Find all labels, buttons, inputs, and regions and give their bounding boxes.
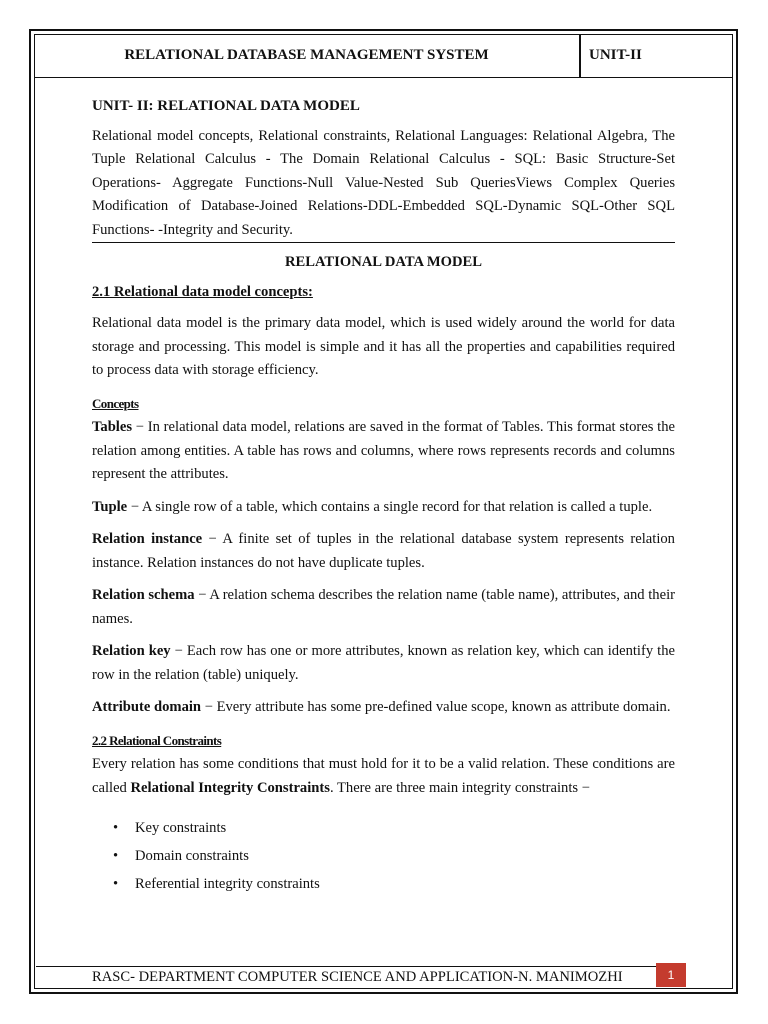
- footer-rule: [36, 966, 656, 967]
- section-title: RELATIONAL DATA MODEL: [284, 254, 483, 270]
- list-item: [92, 842, 675, 870]
- bullet-dot: •: [113, 848, 119, 864]
- concept-term: Relation key: [92, 643, 171, 659]
- concept-term: Relation schema: [92, 587, 195, 603]
- concept-item: [92, 528, 675, 575]
- concept-term: Tuple: [92, 498, 128, 515]
- list-item-text: Referential integrity constraints: [135, 876, 320, 892]
- concept-sep: −: [170, 643, 187, 659]
- constraints-list: [92, 814, 675, 898]
- section-2-2-paragraph: [92, 753, 675, 800]
- list-item-text: Domain constraints: [135, 848, 249, 864]
- concept-text: Each row has one or more attributes, known as relation key, which can identify the row in the relation (table) uniquely.: [92, 643, 675, 683]
- concept-text: A finite set of tuples in the relational database system represents relation instance. Relation instances do not have duplicate tuples.: [92, 531, 675, 571]
- page-header: [34, 34, 733, 78]
- concept-text: In relational data model, relations are saved in the format of Tables. This format stores the relation among entities. A table has rows and columns, where rows represents records and columns represent the attributes.: [92, 419, 675, 482]
- concept-sep: −: [202, 531, 223, 547]
- list-item: [92, 814, 675, 842]
- concept-text: A single row of a table, which contains a single record for that relation is called a tuple.: [141, 498, 653, 515]
- bullet-dot: •: [113, 876, 119, 892]
- header-divider: [579, 34, 581, 77]
- section-2-1-heading: 2.1 Relational data model concepts:: [92, 283, 313, 300]
- concept-item: [92, 696, 675, 720]
- concept-sep: −: [132, 419, 148, 435]
- concept-term: Attribute domain: [92, 699, 202, 715]
- list-item-text: Key constraints: [135, 820, 227, 836]
- concept-sep: −: [201, 699, 217, 715]
- list-item: [92, 870, 675, 898]
- concept-term: Relation instance: [92, 531, 203, 547]
- concept-sep: −: [127, 498, 142, 515]
- concept-item: [92, 496, 675, 520]
- page-content: [92, 95, 675, 898]
- concept-item: [92, 640, 675, 687]
- syllabus-paragraph: Relational model concepts, Relational constraints, Relational Languages: Relational Algebra, The Tuple Relational Calculus - The Domain Relational Calculus - SQL: Basic Structure-Set Operations- Aggregate Functions-Null Value-Nested Sub QueriesViews Complex Queries Modification of Database-Joined Relations-DDL-Embedded SQL-Dynamic SQL-Other SQL Functions- -Integrity and Security.: [92, 125, 675, 244]
- constraints-bold: Relational Integrity Constraints: [130, 779, 330, 796]
- header-unit: UNIT-II: [589, 47, 642, 63]
- concept-item: [92, 584, 675, 631]
- page-number-badge: 1: [656, 963, 686, 987]
- unit-heading: UNIT- II: RELATIONAL DATA MODEL: [92, 98, 360, 114]
- concepts-heading: Concepts: [92, 395, 139, 411]
- constraints-text-after: . There are three main integrity constraints −: [329, 779, 590, 796]
- header-title: RELATIONAL DATABASE MANAGEMENT SYSTEM: [124, 47, 489, 63]
- section-2-1-intro: Relational data model is the primary data model, which is used widely around the world for data storage and processing. This model is simple and it has all the properties and capabilities required to process data with storage efficiency.: [92, 315, 675, 378]
- constraints-text-before: Every relation has some conditions that must hold for it to be a valid relation. These conditions are called: [92, 756, 675, 796]
- section-2-2-heading: 2.2 Relational Constraints: [92, 732, 222, 748]
- concept-term: Tables: [92, 419, 133, 435]
- concept-text: A relation schema describes the relation name (table name), attributes, and their names.: [92, 587, 675, 627]
- concept-sep: −: [194, 587, 210, 603]
- concept-text: Every attribute has some pre-defined value scope, known as attribute domain.: [216, 699, 671, 715]
- footer-text: RASC- DEPARTMENT COMPUTER SCIENCE AND APPLICATION-N. MANIMOZHI: [92, 969, 623, 985]
- bullet-dot: •: [113, 820, 119, 836]
- concept-item: [92, 416, 675, 487]
